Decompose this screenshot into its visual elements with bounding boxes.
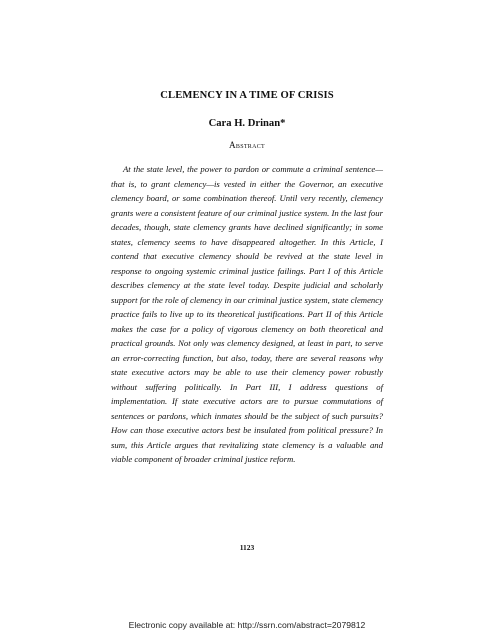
page-number: 1123	[239, 543, 255, 552]
article-author: Cara H. Drinan*	[208, 118, 286, 129]
footer-ssrn-link[interactable]: Electronic copy available at: http://ssrn.com/abstract=2079812	[128, 620, 366, 630]
article-title: CLEMENCY IN A TIME OF CRISIS	[160, 90, 334, 101]
abstract-heading: Abstract	[228, 140, 266, 150]
abstract-body: At the state level, the power to pardon or commute a criminal sentence—that is, to grant clemency—is vested in either the Governor, an executive clemency board, or some combination thereof. Until very recently, clemency grants were a consistent feature of our criminal justice system. In the last four decades, though, state clemency grants have declined significantly; in some states, clemency seems to have disappeared altogether. In this Article, I contend that executive clemency should be revived at the state level in response to ongoing systemic criminal justice failings. Part I of this Article describes clemency at the state level today. Despite judicial and scholarly support for the role of clemency in our criminal justice system, state clemency practice fails to live up to its theoretical justifications. Part II of this Article makes the case for a policy of vigorous clemency on both theoretical and practical grounds. Not only was clemency designed, at least in part, to serve an error-correcting function, but also, today, there are several reasons why state executive actors may be able to use their clemency power robustly without suffering politically. In Part III, I address questions of implementation. If state executive actors are to pursue commutations of sentences or pardons, which inmates should be the subject of such pursuits? How can those executive actors best be insulated from political pressure? In sum, this Article argues that revitalizing state clemency is a valuable and viable component of broader criminal justice reform.	[111, 164, 383, 464]
